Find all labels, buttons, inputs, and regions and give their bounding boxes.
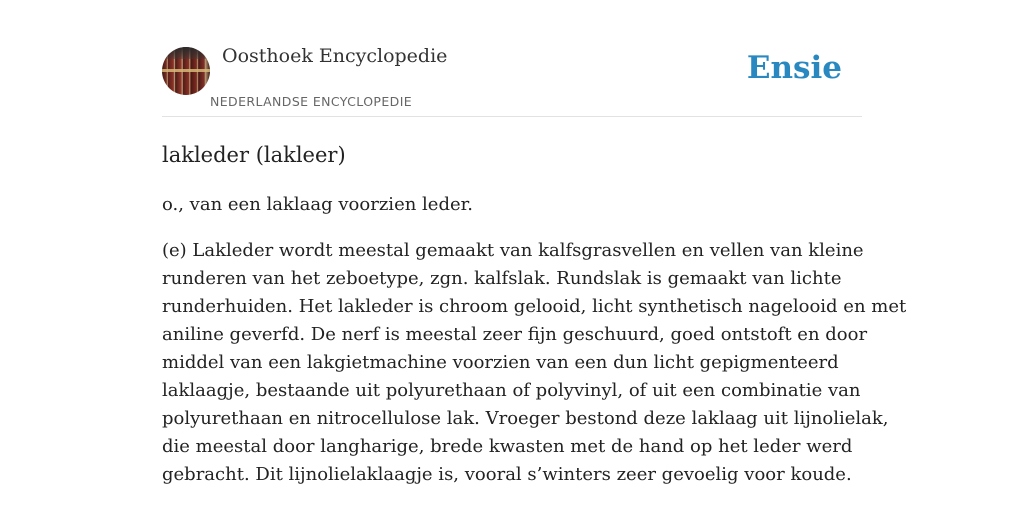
- entry-body-line: runderen van het zeboetype, zgn. kalfslak. Rundslak is gemaakt van lichte: [162, 268, 842, 289]
- entry-body-line: die meestal door langharige, brede kwasten met de hand op het leder werd: [162, 436, 853, 457]
- entry-body-line: (e) Lakleder wordt meestal gemaakt van kalfsgrasvellen en vellen van kleine: [162, 240, 864, 261]
- site-header: [162, 0, 862, 117]
- site-name-link[interactable]: Oosthoek Encyclopedie: [222, 45, 448, 67]
- entry-body-line: runderhuiden. Het lakleder is chroom gelooid, licht synthetisch nagelooid en met: [162, 296, 907, 317]
- entry-title: lakleder (lakleer): [162, 143, 346, 167]
- entry-body-line: aniline geverfd. De nerf is meestal zeer fijn geschuurd, goed ontstoft en door: [162, 324, 868, 345]
- encyclopedia-books-icon[interactable]: [162, 47, 210, 95]
- brand-logo[interactable]: Ensie: [746, 50, 842, 86]
- entry-definition: o., van een laklaag voorzien leder.: [162, 194, 473, 215]
- entry-article: [162, 139, 907, 489]
- entry-body-line: gebracht. Dit lijnolielaklaagje is, vooral s’winters zeer gevoelig voor koude.: [162, 464, 852, 485]
- site-tagline: NEDERLANDSE ENCYCLOPEDIE: [210, 94, 413, 109]
- entry-body-line: middel van een lakgietmachine voorzien van een dun licht gepigmenteerd: [162, 352, 839, 373]
- entry-body-line: laklaagje, bestaande uit polyurethaan of polyvinyl, of uit een combinatie van: [162, 380, 861, 401]
- entry-body: [162, 237, 907, 489]
- entry-body-line: polyurethaan en nitrocellulose lak. Vroeger bestond deze laklaag uit lijnolielak,: [162, 408, 889, 429]
